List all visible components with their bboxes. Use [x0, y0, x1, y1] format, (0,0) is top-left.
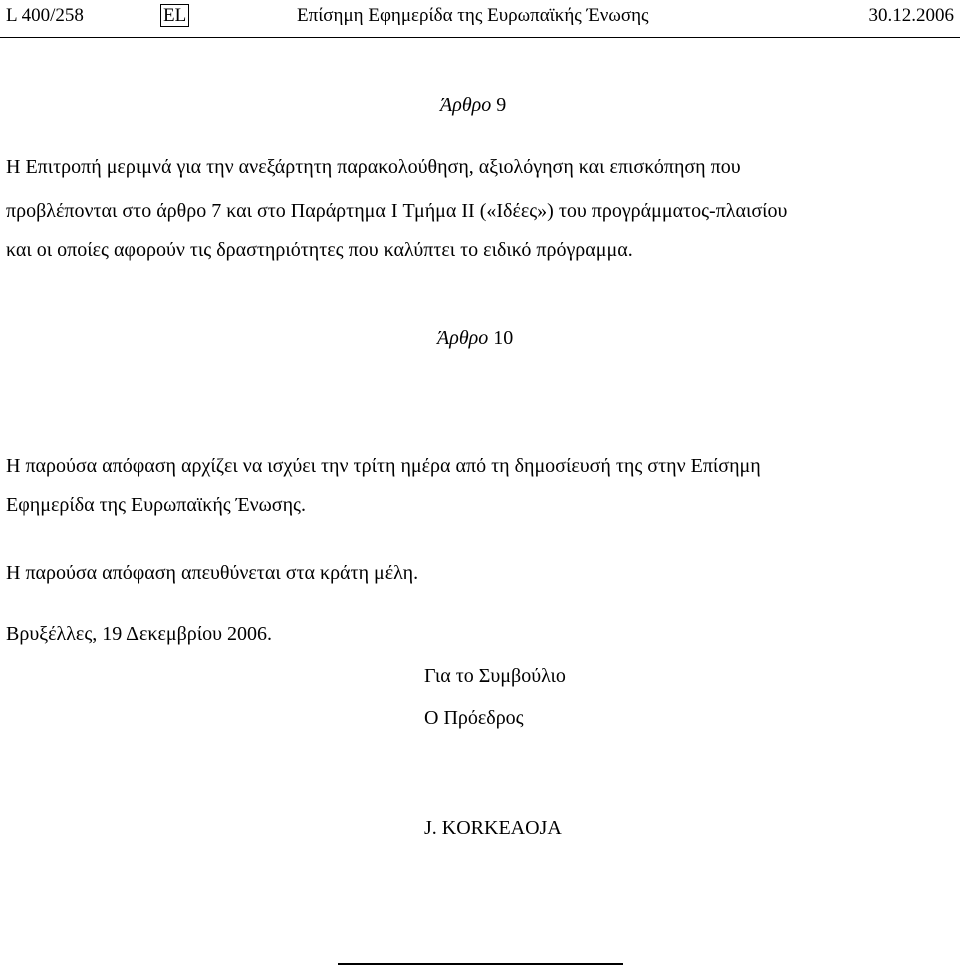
article-10-para1-line-2: Εφημερίδα της Ευρωπαϊκής Ένωσης.	[6, 494, 306, 516]
journal-title: Επίσημη Εφημερίδα της Ευρωπαϊκής Ένωσης	[297, 5, 649, 26]
article-9-line-2: προβλέπονται στο άρθρο 7 και στο Παράρτημα I Τμήμα II («Ιδέες») του προγράμματος-πλαισίου	[6, 200, 788, 222]
article-10-para1-line-1: Η παρούσα απόφαση αρχίζει να ισχύει την τρίτη ημέρα από τη δημοσίευσή της στην Επίσημη	[6, 455, 761, 477]
article-10-para2: Η παρούσα απόφαση απευθύνεται στα κράτη μέλη.	[6, 562, 419, 584]
president-title: Ο Πρόεδρος	[424, 707, 524, 729]
place-and-date: Βρυξέλλες, 19 Δεκεμβρίου 2006.	[6, 623, 273, 645]
article-10-number: 10	[493, 327, 514, 349]
publication-date: 30.12.2006	[868, 5, 954, 26]
language-code	[160, 5, 189, 27]
article-10-heading	[437, 326, 513, 350]
article-9-number: 9	[496, 94, 507, 116]
footnote-divider	[338, 963, 623, 965]
article-9-line-3: και οι οποίες αφορούν τις δραστηριότητες που καλύπτει το ειδικό πρόγραμμα.	[6, 239, 633, 261]
signatory-name: J. KORKEAOJA	[424, 817, 562, 839]
article-9-line-1: Η Επιτροπή μεριμνά για την ανεξάρτητη παρακολούθηση, αξιολόγηση και επισκόπηση που	[6, 156, 741, 178]
header-divider	[0, 37, 960, 38]
article-10-word: Άρθρο	[437, 327, 489, 349]
page-reference: L 400/258	[6, 5, 84, 26]
language-code-box: EL	[160, 4, 189, 27]
article-9-word: Άρθρο	[440, 94, 492, 116]
for-the-council: Για το Συμβούλιο	[424, 665, 566, 687]
article-9-heading	[440, 93, 506, 117]
